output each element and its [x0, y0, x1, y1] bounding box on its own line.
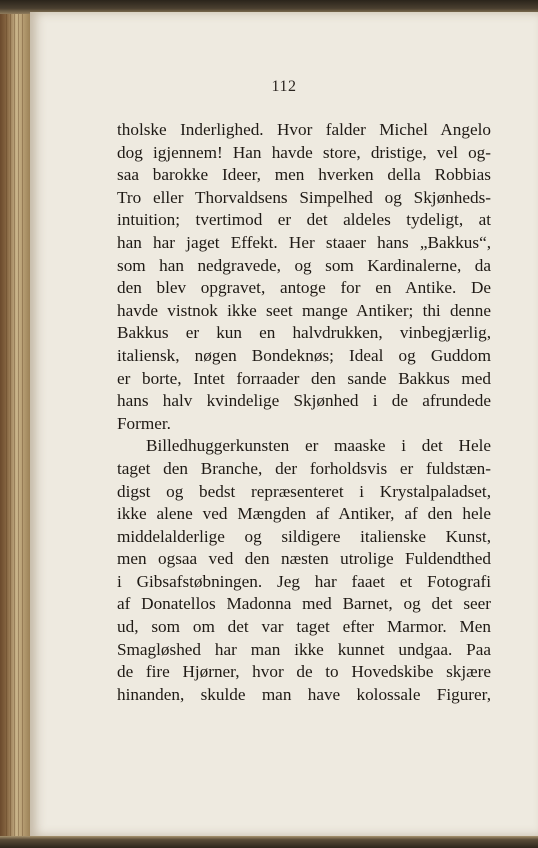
text-line: af Donatellos Madonna med Barnet, og det seer [117, 594, 491, 614]
text-line: hinanden, skulde man have kolossale Figurer, [117, 684, 491, 704]
text-line: middelalderlige og sildigere italienske Kunst, [117, 526, 491, 546]
text-line: tholske Inderlighed. Hvor falder Michel Angelo [117, 120, 491, 139]
book-spine-edge [0, 0, 30, 848]
text-line: Billedhuggerkunsten er maaske i det Hele [146, 436, 491, 456]
book-bottom-edge [0, 836, 538, 848]
text-line: de fire Hjørner, hvor de to Hovedskibe skjære [117, 662, 491, 682]
body-text [117, 119, 491, 706]
text-line: intuition; tvertimod er det aldeles tydeligt, at [117, 210, 491, 230]
text-line: den blev opgravet, antoge for en Antike. De [117, 278, 491, 298]
page-number: 112 [271, 78, 297, 95]
text-line: havde vistnok ikke seet mange Antiker; thi denne [117, 300, 491, 320]
text-line: dog igjennem! Han havde store, dristige, vel og- [117, 142, 491, 162]
text-line: han har jaget Effekt. Her staaer hans „Bakkus“, [117, 232, 491, 252]
text-line: men ogsaa ved den næsten utrolige Fuldendthed [117, 549, 491, 569]
text-line: ud, som om det var taget efter Marmor. Men [117, 617, 491, 637]
book-page [30, 12, 538, 836]
text-line: saa barokke Ideer, men hverken della Robbias [117, 165, 491, 185]
text-line: taget den Branche, der forholdsvis er fuldstæn- [117, 458, 491, 478]
text-line: italiensk, nøgen Bondeknøs; Ideal og Guddom [117, 345, 491, 365]
text-line: hans halv kvindelige Skjønhed i de afrundede [117, 391, 491, 411]
text-line: Tro eller Thorvaldsens Simpelhed og Skjønheds- [117, 187, 491, 207]
text-line: som han nedgravede, og som Kardinalerne, da [117, 255, 491, 275]
text-line: Former. [117, 413, 171, 433]
text-line: Bakkus er kun en halvdrukken, vinbegjærlig, [117, 323, 491, 343]
text-line: digst og bedst repræsenteret i Krystalpaladset, [117, 481, 491, 501]
text-line: er borte, Intet forraader den sande Bakkus med [117, 368, 491, 388]
text-line: ikke alene ved Mængden af Antiker, af den hele [117, 504, 491, 524]
text-line: i Gibsafstøbningen. Jeg har faaet et Fotografi [117, 571, 491, 591]
text-line: Smagløshed har man ikke kunnet undgaa. Paa [117, 639, 491, 659]
